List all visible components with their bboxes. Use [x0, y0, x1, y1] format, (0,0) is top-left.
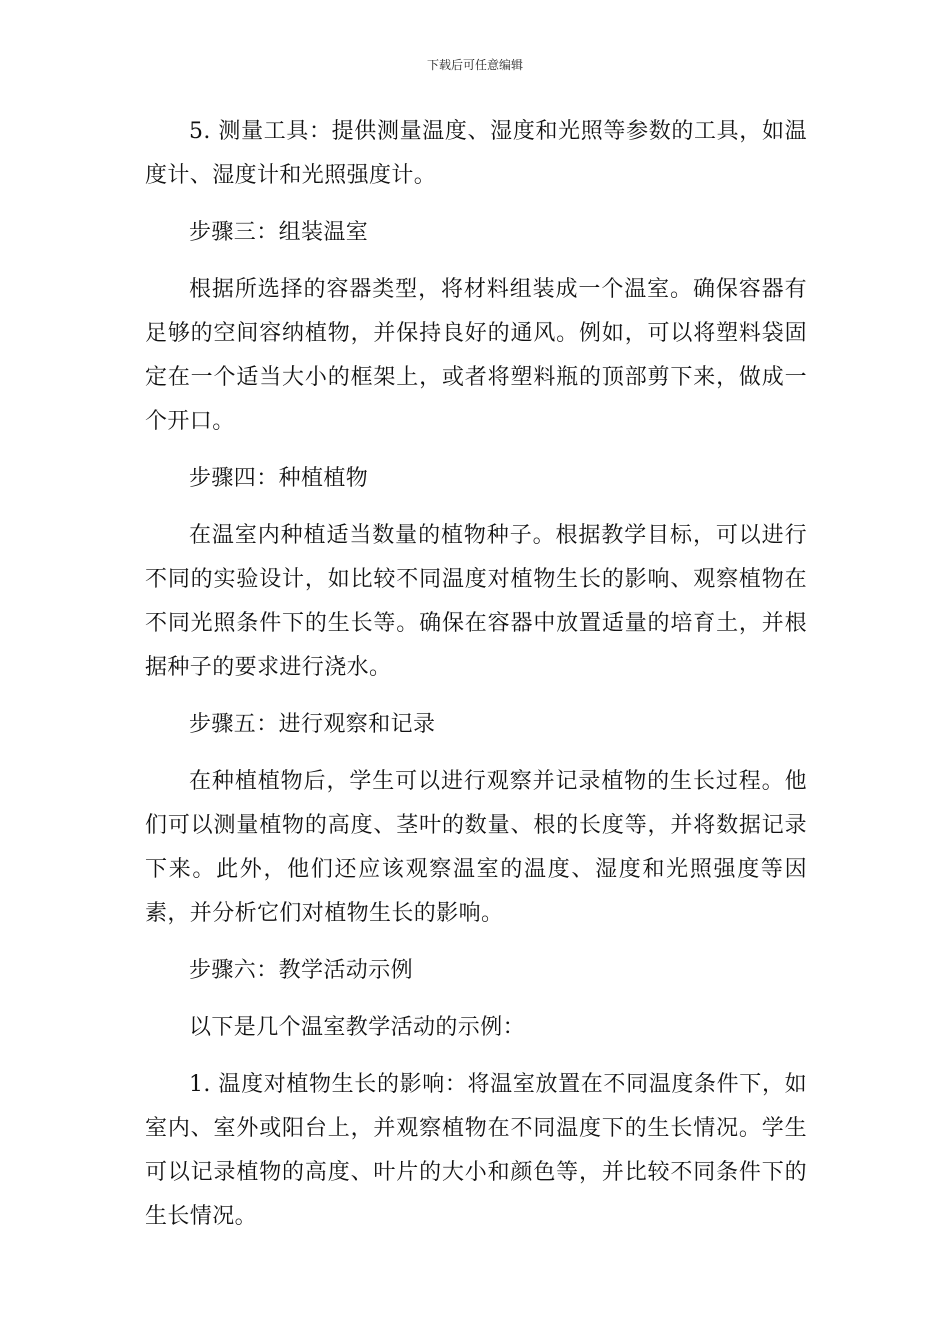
paragraph-measuring-tools: 5. 测量工具：提供测量温度、湿度和光照等参数的工具，如温度计、湿度计和光照强度计。 — [145, 119, 807, 188]
step-3-heading: 步骤三：组装温室 — [189, 220, 369, 245]
step-5-heading: 步骤五：进行观察和记录 — [189, 712, 436, 737]
paragraph-activity-temperature: 1. 温度对植物生长的影响：将温室放置在不同温度条件下，如室内、室外或阳台上，并观察植物在不同温度下的生长情况。学生可以记录植物的高度、叶片的大小和颜色等，并比较不同条件下的生长情况。 — [145, 1072, 807, 1229]
paragraph-plant-seeds: 在温室内种植适当数量的植物种子。根据教学目标，可以进行不同的实验设计，如比较不同温度对植物生长的影响、观察植物在不同光照条件下的生长等。确保在容器中放置适量的培育土，并根据种子的要求进行浇水。 — [145, 523, 807, 680]
paragraph-observe-record: 在种植植物后，学生可以进行观察并记录植物的生长过程。他们可以测量植物的高度、茎叶的数量、根的长度等，并将数据记录下来。此外，他们还应该观察温室的温度、湿度和光照强度等因素，并分析它们对植物生长的影响。 — [145, 769, 807, 926]
document-body — [145, 110, 807, 1252]
paragraph-assemble-greenhouse: 根据所选择的容器类型，将材料组装成一个温室。确保容器有足够的空间容纳植物，并保持良好的通风。例如，可以将塑料袋固定在一个适当大小的框架上，或者将塑料瓶的顶部剪下来，做成一个开口。 — [145, 277, 807, 434]
page-header: 下载后可任意编辑 — [426, 58, 523, 72]
step-6-heading: 步骤六：教学活动示例 — [189, 958, 414, 983]
paragraph-activity-intro: 以下是几个温室教学活动的示例： — [189, 1015, 526, 1040]
step-4-heading: 步骤四：种植植物 — [189, 466, 369, 491]
